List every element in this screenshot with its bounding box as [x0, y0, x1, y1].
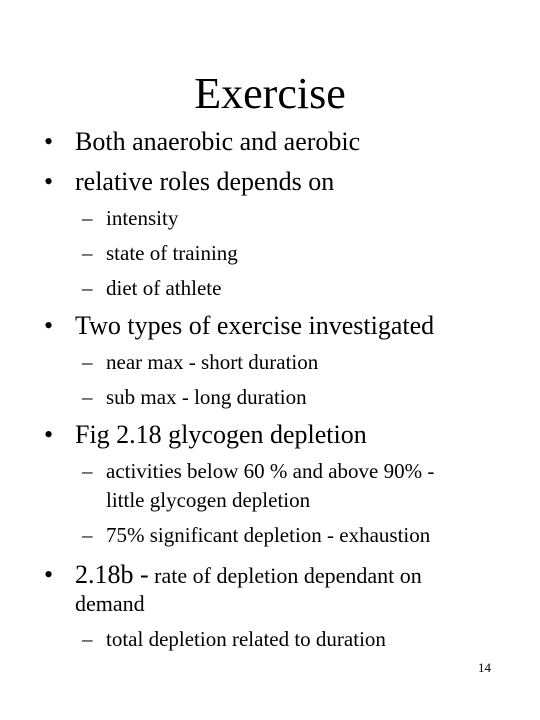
sub-bullet-text: 75% significant depletion - exhaustion [106, 523, 431, 547]
bullet-marker: • [44, 167, 54, 196]
dash-marker: – [82, 241, 93, 265]
bullet-marker: • [44, 311, 54, 340]
dash-marker: – [82, 206, 93, 230]
page-number: 14 [478, 660, 491, 675]
sub-bullet-text: state of training [106, 241, 238, 265]
bullet-text: Both anaerobic and aerobic [75, 127, 361, 156]
bullet-text: Fig 2.18 glycogen depletion [75, 420, 367, 449]
sub-bullet-text: intensity [106, 206, 179, 230]
bullet-text: relative roles depends on [75, 167, 335, 196]
sub-bullet-text: sub max - long duration [106, 385, 307, 409]
bullet-marker: • [44, 420, 54, 449]
bullet-continuation: demand [75, 591, 145, 616]
dash-marker: – [82, 627, 93, 651]
dash-marker: – [82, 523, 93, 547]
sub-bullet-text: diet of athlete [106, 276, 222, 300]
dash-marker: – [82, 350, 93, 374]
slide-title: Exercise [194, 69, 346, 118]
sub-bullet-text: activities below 60 % and above 90% - [106, 459, 435, 483]
dash-marker: – [82, 459, 93, 483]
sub-bullet-text: total depletion related to duration [106, 627, 386, 651]
bullet-text: Two types of exercise investigated [75, 311, 435, 340]
dash-marker: – [82, 385, 93, 409]
bullet-text [75, 560, 422, 591]
bullet-text-main: 2.18b - [75, 560, 149, 589]
bullet-text-small: rate of depletion dependant on [148, 563, 422, 588]
bullet-marker: • [44, 127, 54, 156]
bullet-marker: • [44, 560, 54, 589]
sub-bullet-text: near max - short duration [106, 350, 319, 374]
sub-bullet-continuation: little glycogen depletion [106, 488, 311, 512]
dash-marker: – [82, 276, 93, 300]
